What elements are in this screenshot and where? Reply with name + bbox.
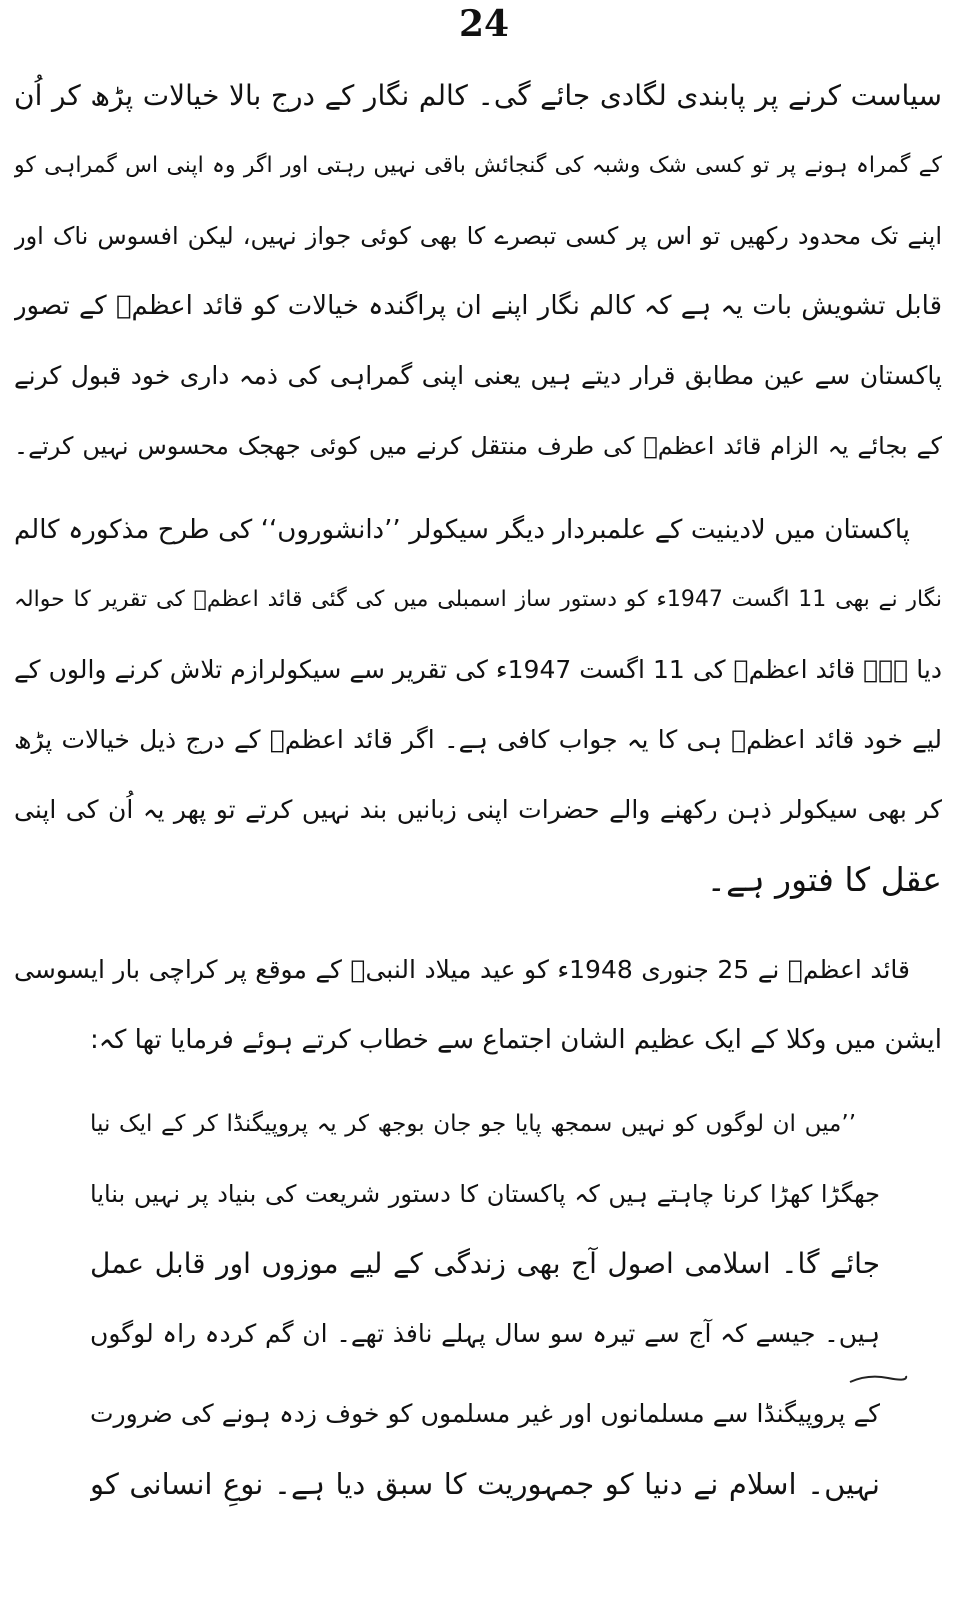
text-line: کے گمراہ ہونے پر تو کسی شک وشبہ کی گنجائش باقی نہیں رہتی اور اگر وہ اپنی اس گمراہی کو — [14, 153, 942, 178]
quote-line: کے پروپیگنڈا سے مسلمانوں اور غیر مسلموں کو خوف زدہ ہونے کی ضرورت — [90, 1399, 880, 1428]
quote-line: جائے گا۔ اسلامی اصول آج بھی زندگی کے لیے موزوں اور قابل عمل — [90, 1247, 880, 1280]
text-line: کے بجائے یہ الزام قائد اعظمؒ کی طرف منتقل کرنے میں کوئی جھجک محسوس نہیں کرتے۔ — [14, 432, 942, 460]
quote-line: نہیں۔ اسلام نے دنیا کو جمہوریت کا سبق دیا ہے۔ نوعِ انسانی کو — [90, 1467, 880, 1501]
quote-line: ہیں۔ جیسے کہ آج سے تیرہ سو سال پہلے نافذ تھے۔ ان گم کردہ راہ لوگوں — [90, 1319, 880, 1348]
text-line: دیا ہے۔ قائد اعظمؒ کی 11 اگست 1947ء کی تقریر سے سیکولرازم تلاش کرنے والوں کے — [14, 655, 942, 684]
pen-mark — [848, 1372, 908, 1386]
quote-line: جھگڑا کھڑا کرنا چاہتے ہیں کہ پاکستان کا دستور شریعت کی بنیاد پر نہیں بنایا — [90, 1180, 880, 1208]
page-number: 24 — [458, 3, 510, 45]
text-line: سیاست کرنے پر پابندی لگادی جائے گی۔ کالم نگار کے درج بالا خیالات پڑھ کر اُن — [14, 79, 942, 112]
text-line: لیے خود قائد اعظمؒ ہی کا یہ جواب کافی ہے۔ اگر قائد اعظمؒ کے درج ذیل خیالات پڑھ — [14, 725, 942, 754]
text-line: قابل تشویش بات یہ ہے کہ کالم نگار اپنے ان پراگندہ خیالات کو قائد اعظمؒ کے تصور — [14, 291, 942, 321]
text-line: پاکستان میں لادینیت کے علمبردار دیگر سیکولر ’’دانشوروں‘‘ کی طرح مذکورہ کالم — [14, 515, 910, 545]
quote-line: ’’میں ان لوگوں کو نہیں سمجھ پایا جو جان بوجھ کر یہ پروپیگنڈا کر کے ایک نیا — [90, 1111, 856, 1137]
text-line: عقل کا فتور ہے۔ — [706, 860, 942, 899]
text-line: قائد اعظمؒ نے 25 جنوری 1948ء کو عید میلاد النبیؐ کے موقع پر کراچی بار ایسوسی — [14, 955, 910, 984]
text-line: اپنے تک محدود رکھیں تو اس پر کسی تبصرے کا بھی کوئی جواز نہیں، لیکن افسوس ناک اور — [14, 222, 942, 250]
text-line: نگار نے بھی 11 اگست 1947ء کو دستور ساز اسمبلی میں کی گئی قائد اعظمؒ کی تقریر کا حوالہ — [14, 587, 942, 612]
text-line: ایشن میں وکلا کے ایک عظیم الشان اجتماع سے خطاب کرتے ہوئے فرمایا تھا کہ: — [90, 1025, 942, 1055]
text-line: کر بھی سیکولر ذہن رکھنے والے حضرات اپنی زبانیں بند نہیں کرتے تو پھر یہ اُن کی اپنی — [14, 795, 942, 824]
text-line: پاکستان سے عین مطابق قرار دیتے ہیں یعنی اپنی گمراہی کی ذمہ داری خود قبول کرنے — [14, 361, 942, 390]
